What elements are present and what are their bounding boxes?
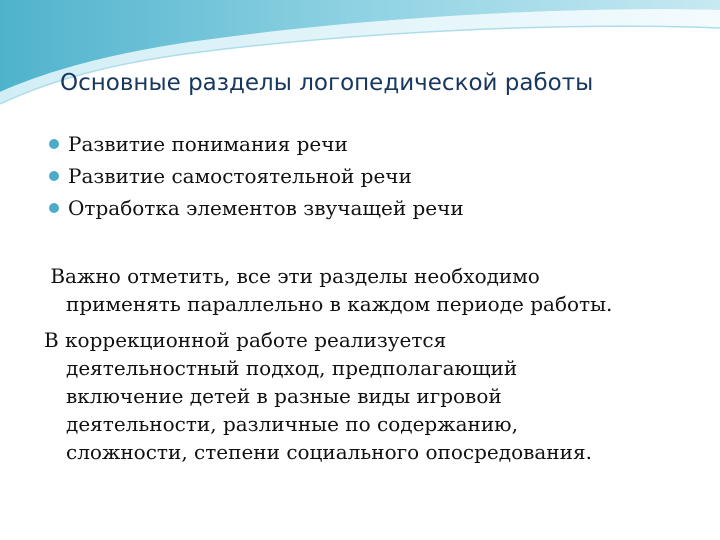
- paragraph-line: В коррекционной работе реализуется: [44, 328, 447, 352]
- paragraph-line: деятельностный подход, предполагающий: [66, 356, 518, 380]
- bullet-item: [48, 160, 688, 192]
- paragraph-correction-work: [44, 326, 694, 466]
- bullet-item: [48, 192, 688, 224]
- slide-title: Основные разделы логопедической работы: [60, 70, 594, 96]
- paragraph-line: Важно отметить, все эти разделы необходимо: [44, 264, 540, 288]
- bullet-dot-icon: [49, 171, 59, 181]
- bullet-list: [48, 128, 688, 224]
- decorative-wave-header: [0, 0, 720, 120]
- paragraph-line: включение детей в разные виды игровой: [66, 384, 502, 408]
- paragraph-line: применять параллельно в каждом периоде работы.: [66, 292, 613, 316]
- bullet-text: Отработка элементов звучащей речи: [68, 196, 464, 220]
- paragraph-line: деятельности, различные по содержанию,: [66, 412, 518, 436]
- paragraph-important-note: [44, 262, 694, 318]
- paragraph-line: сложности, степени социального опосредования.: [66, 440, 592, 464]
- bullet-dot-icon: [49, 203, 59, 213]
- bullet-text: Развитие самостоятельной речи: [68, 164, 412, 188]
- bullet-text: Развитие понимания речи: [68, 132, 348, 156]
- bullet-item: [48, 128, 688, 160]
- bullet-dot-icon: [49, 139, 59, 149]
